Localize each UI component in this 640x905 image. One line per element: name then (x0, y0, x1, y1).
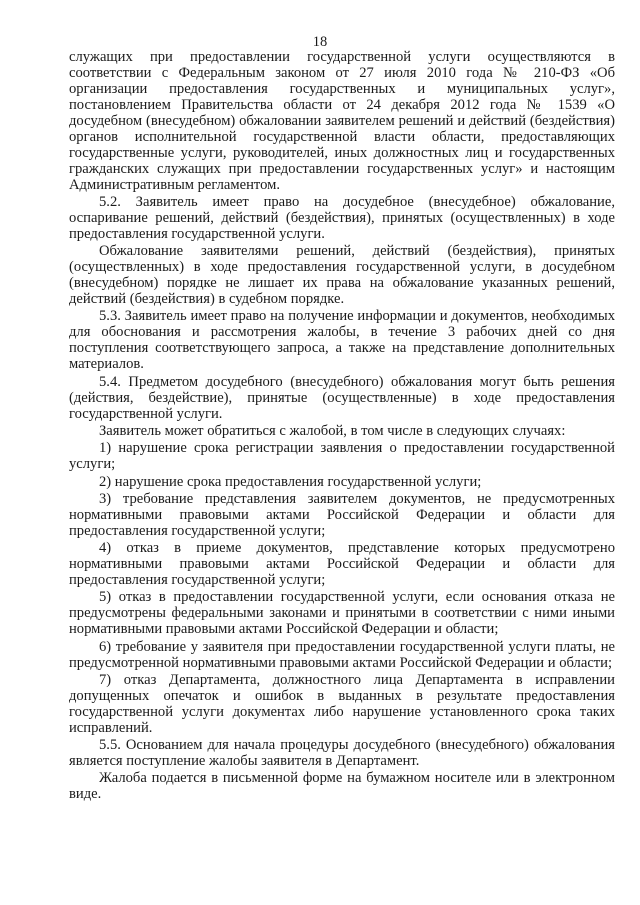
paragraph-continuation: служащих при предоставлении государственной услуги осуществляются в соответствии с Федеральным законом от 27 июля 2010 года № 210-ФЗ «Об организации предоставления государственных и муниципальных услуг», постановлением Правительства области от 24 декабря 2012 года № 1539 «О досудебном (внесудебном) обжаловании заявителем решений и действий (бездействия) органов исполнительной государственной власти области, предоставляющих государственные услуги, руководителей, иных должностных лиц и государственных гражданских служащих при предоставлении государственных услуг» и настоящим Административным регламентом. (69, 49, 615, 193)
paragraph-5-3: 5.3. Заявитель имеет право на получение информации и документов, необходимых для обоснования и рассмотрения жалобы, в течение 3 рабочих дней со дня поступления соответствующего запроса, а также на представление дополнительных материалов. (69, 308, 615, 373)
list-item-4: 4) отказ в приеме документов, представление которых предусмотрено нормативными правовыми актами Российской Федерации и области для предоставления государственной услуги; (69, 540, 615, 589)
list-item-3: 3) требование представления заявителем документов, не предусмотренных нормативными правовыми актами Российской Федерации и области для предоставления государственной услуги; (69, 490, 615, 539)
list-item-2: 2) нарушение срока предоставления государственной услуги; (99, 473, 482, 490)
document-body (69, 50, 615, 805)
list-item-6: 6) требование у заявителя при предоставлении государственной услуги платы, не предусмотренной нормативными правовыми актами Российской Федерации и области; (69, 638, 615, 671)
page-number: 18 (312, 34, 328, 50)
list-item-7: 7) отказ Департамента, должностного лица Департамента в исправлении допущенных опечаток и ошибок в выданных в результате предоставления государственной услуги документах либо нарушение установленного срока таких исправлений. (69, 671, 615, 736)
paragraph-submission-form: Жалоба подается в письменной форме на бумажном носителе или в электронном виде. (69, 770, 615, 803)
list-item-1: 1) нарушение срока регистрации заявления о предоставлении государственной услуги; (69, 440, 615, 473)
paragraph-5-5: 5.5. Основанием для начала процедуры досудебного (внесудебного) обжалования является поступление жалобы заявителя в Департамент. (69, 737, 615, 770)
paragraph-cases-intro: Заявитель может обратиться с жалобой, в том числе в следующих случаях: (99, 422, 566, 439)
paragraph-appeal-rights: Обжалование заявителями решений, действий (бездействия), принятых (осуществленных) в ходе предоставления государственной услуги, в досудебном (внесудебном) порядке не лишает их права на обжалование указанных решений, действий (бездействия) в судебном порядке. (69, 243, 615, 308)
list-item-5: 5) отказ в предоставлении государственной услуги, если основания отказа не предусмотрены федеральными законами и принятыми в соответствии с ними иными нормативными правовыми актами Российской Федерации и области; (69, 589, 615, 638)
paragraph-5-2: 5.2. Заявитель имеет право на досудебное (внесудебное) обжалование, оспаривание решений, действий (бездействия), принятых (осуществленных) в ходе предоставления государственной услуги. (69, 193, 615, 242)
paragraph-5-4: 5.4. Предметом досудебного (внесудебного) обжалования могут быть решения (действия, бездействие), принятые (осуществленные) в ходе предоставления государственной услуги. (69, 373, 615, 422)
